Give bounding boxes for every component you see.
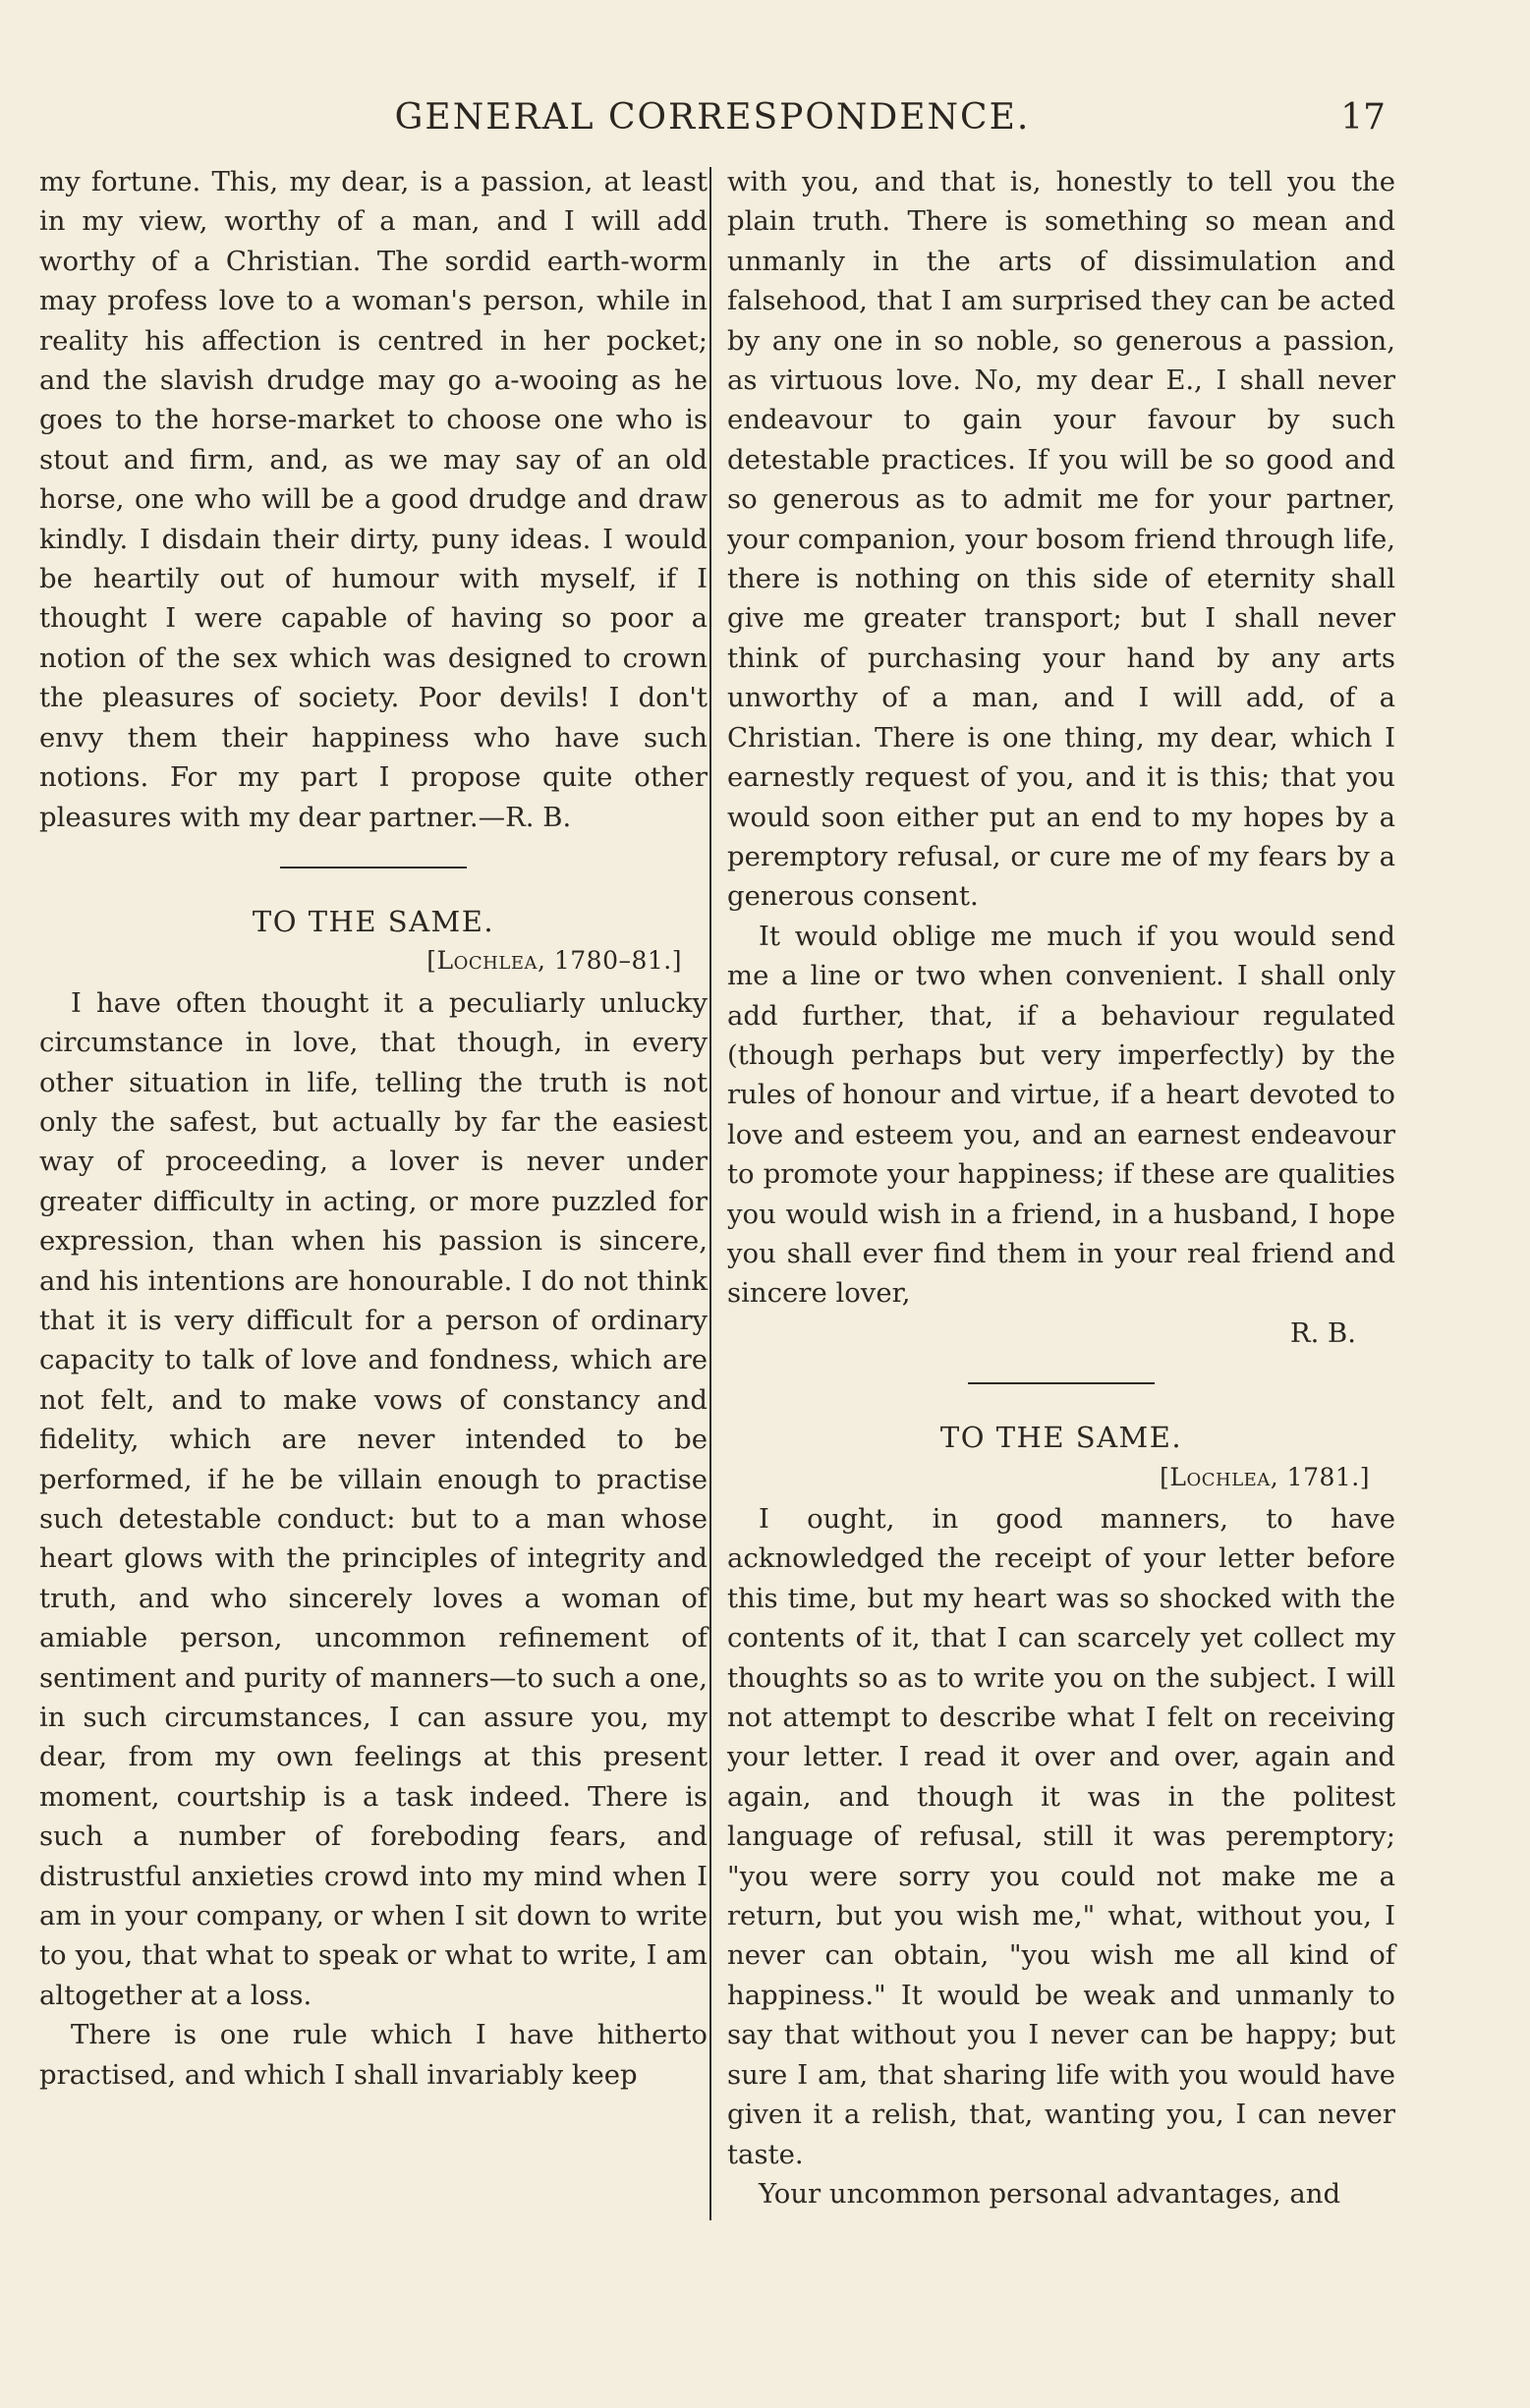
page-number: 17	[1340, 97, 1386, 138]
letter3-dateline	[727, 1458, 1395, 1499]
left-column	[39, 162, 708, 2095]
letter3-dateline-text: [Lochlea, 1781.]	[1160, 1462, 1370, 1491]
running-head: GENERAL CORRESPONDENCE.	[394, 97, 1031, 138]
letter1-closing-paragraph: my fortune. This, my dear, is a passion, at least in my view, worthy of a man, and I will add worthy of a Christian. The sordid earth-worm may profess love to a woman's person, while in reality his affection is centred in her pocket; and the slavish drudge may go a-wooing as he goes to the horse-market to choose one who is stout and firm, and, as we may say of an old horse, one who will be a good drudge and draw kindly. I disdain their dirty, puny ideas. I would be heartily out of humour with myself, if I thought I were capable of having so poor a notion of the sex which was designed to crown the pleasures of society. Poor devils! I don't envy them their happiness who have such notions. For my part I propose quite other pleasures with my dear partner.—R. B.	[39, 166, 708, 833]
letter2-signature: R. B.	[1289, 1316, 1356, 1349]
section-separator	[968, 1382, 1155, 1384]
letter2-paragraph-2: There is one rule which I have hitherto practised, and which I shall invariably keep	[39, 2019, 708, 2091]
column-divider	[709, 167, 711, 2220]
letter3-paragraph-1: I ought, in good manners, to have acknowledged the receipt of your letter before this time, but my heart was so shocked with the contents of it, that I can scarcely yet collect my thoughts so as to write you on the subject. I will not attempt to describe what I felt on receiving your letter. I read it over and over, again and again, and though it was in the politest language of refusal, still it was peremptory; "you were sorry you could not make me a return, but you wish me," what, without you, I never can obtain, "you wish me all kind of happiness." It would be weak and unmanly to say that without you I never can be happy; but sure I am, that sharing life with you would have given it a relish, that, wanting you, I can never taste.	[727, 1503, 1395, 2170]
letter2-dateline-text: [Lochlea, 1780–81.]	[426, 946, 682, 976]
section-separator	[280, 867, 467, 868]
letter2-dateline	[39, 941, 708, 982]
letter2-paragraph-3: It would oblige me much if you would send me a line or two when convenient. I shall only add further, that, if a behaviour regulated (though perhaps but very imperfectly) by the rules of honour and virtue, if a heart devoted to love and esteem you, and an earnest endeavour to promote your happiness; if these are qualities you would wish in a friend, in a husband, I hope you shall ever find them in your real friend and sincere lover,	[727, 920, 1395, 1310]
letter2-paragraph-2-continued: with you, and that is, honestly to tell you the plain truth. There is something so mean and unmanly in the arts of dissimulation and falsehood, that I am surprised they can be acted by any one in so noble, so generous a passion, as virtuous love. No, my dear E., I shall never endeavour to gain your favour by such detestable practices. If you will be so good and so generous as to admit me for your partner, your companion, your bosom friend through life, there is nothing on this side of eternity shall give me greater transport; but I shall never think of purchasing your hand by any arts unworthy of a man, and I will add, of a Christian. There is one thing, my dear, which I earnestly request of you, and it is this; that you would soon either put an end to my hopes by a peremptory refusal, or cure me of my fears by a generous consent.	[727, 166, 1395, 913]
letter2-heading: TO THE SAME.	[252, 904, 495, 938]
letter2-paragraph-1: I have often thought it a peculiarly unlucky circumstance in love, that though, in every other situation in life, telling the truth is not only the safest, but actually by far the easiest way of proceeding, a lover is never under greater difficulty in acting, or more puzzled for expression, than when his passion is sincere, and his intentions are honourable. I do not think that it is very difficult for a person of ordinary capacity to talk of love and fondness, which are not felt, and to make vows of constancy and fidelity, which are never intended to be performed, if he be villain enough to practise such detestable conduct: but to a man whose heart glows with the principles of integrity and truth, and who sincerely loves a woman of amiable person, uncommon refinement of sentiment and purity of manners—to such a one, in such circumstances, I can assure you, my dear, from my own feelings at this present moment, courtship is a task indeed. There is such a number of foreboding fears, and distrustful anxieties crowd into my mind when I am in your company, or when I sit down to write to you, that what to speak or what to write, I am altogether at a loss.	[39, 986, 708, 2011]
letter3-paragraph-2: Your uncommon personal advantages, and	[759, 2177, 1341, 2210]
letter3-heading: TO THE SAME.	[939, 1421, 1183, 1455]
page-header	[39, 94, 1386, 143]
right-column	[727, 162, 1395, 2213]
